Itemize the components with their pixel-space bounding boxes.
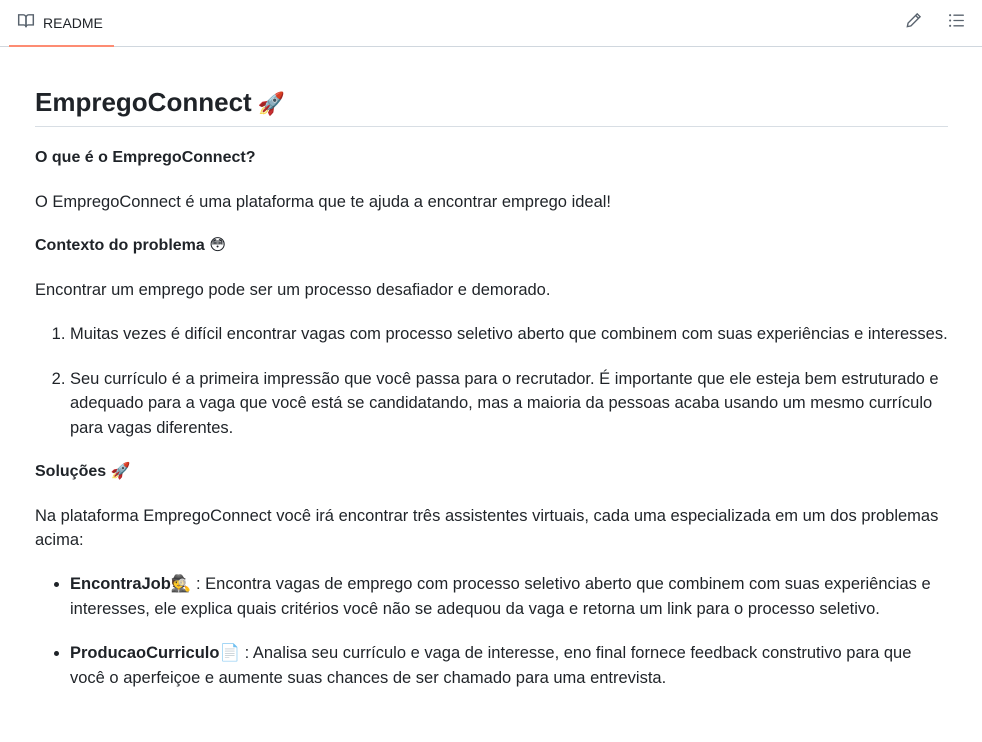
readme-title: EmpregoConnect 🚀 (35, 84, 948, 127)
what-is-text: O EmpregoConnect é uma plataforma que te ajuda a encontrar emprego ideal! (35, 193, 612, 211)
assistant-desc: : Encontra vagas de emprego com processo seletivo aberto que combinem com suas experiências e interesses, ele explica quais critérios você não se adequou da vaga e retorna um link para o processo seletivo. (70, 575, 931, 618)
context-text: Encontrar um emprego pode ser um processo desafiador e demorado. (35, 281, 551, 299)
pencil-icon (905, 12, 922, 34)
readme-content (35, 84, 948, 690)
tab-readme-label: README (43, 14, 103, 31)
detective-icon: 🕵 (170, 575, 192, 593)
page-icon: 📄 (219, 644, 240, 662)
solutions-text: Na plataforma EmpregoConnect você irá encontrar três assistentes virtuais, cada uma especializada em um dos problemas acima: (35, 507, 939, 549)
book-icon (17, 12, 35, 33)
list-item (70, 641, 948, 690)
problems-list (35, 322, 948, 440)
assistant-name: ProducaoCurriculo (70, 644, 220, 662)
what-is-heading: O que é o EmpregoConnect? (35, 149, 256, 166)
rocket-icon: 🚀 (257, 91, 286, 116)
edit-button[interactable] (901, 11, 925, 35)
context-heading: Contexto do problema 😳 (35, 234, 948, 258)
tab-readme[interactable] (9, 0, 114, 47)
list-unordered-icon (948, 12, 965, 34)
assistants-list (35, 572, 948, 690)
flushed-face-icon: 😳 (209, 237, 226, 254)
solutions-heading: Soluções 🚀 (35, 460, 948, 484)
outline-button[interactable] (944, 11, 968, 35)
rocket-icon: 🚀 (110, 463, 131, 480)
assistant-desc: : Analisa seu currículo e vaga de interesse, eno final fornece feedback construtivo para que você o aperfeiçoe e aumente suas chances de ser chamado para uma entrevista. (70, 644, 912, 687)
assistant-name: EncontraJob (70, 575, 171, 593)
list-item: 2. Seu currículo é a primeira impressão que você passa para o recrutador. É importante que ele esteja bem estruturado e adequado para a vaga que você está se candidatando, mas a maioria da pessoas acaba usando um mesmo currículo para vagas diferentes. (70, 367, 948, 441)
list-item: 1. Muitas vezes é difícil encontrar vagas com processo seletivo aberto que combinem com suas experiências e interesses. (70, 322, 948, 347)
list-item (70, 572, 948, 621)
readme-tabbar (0, 0, 982, 47)
